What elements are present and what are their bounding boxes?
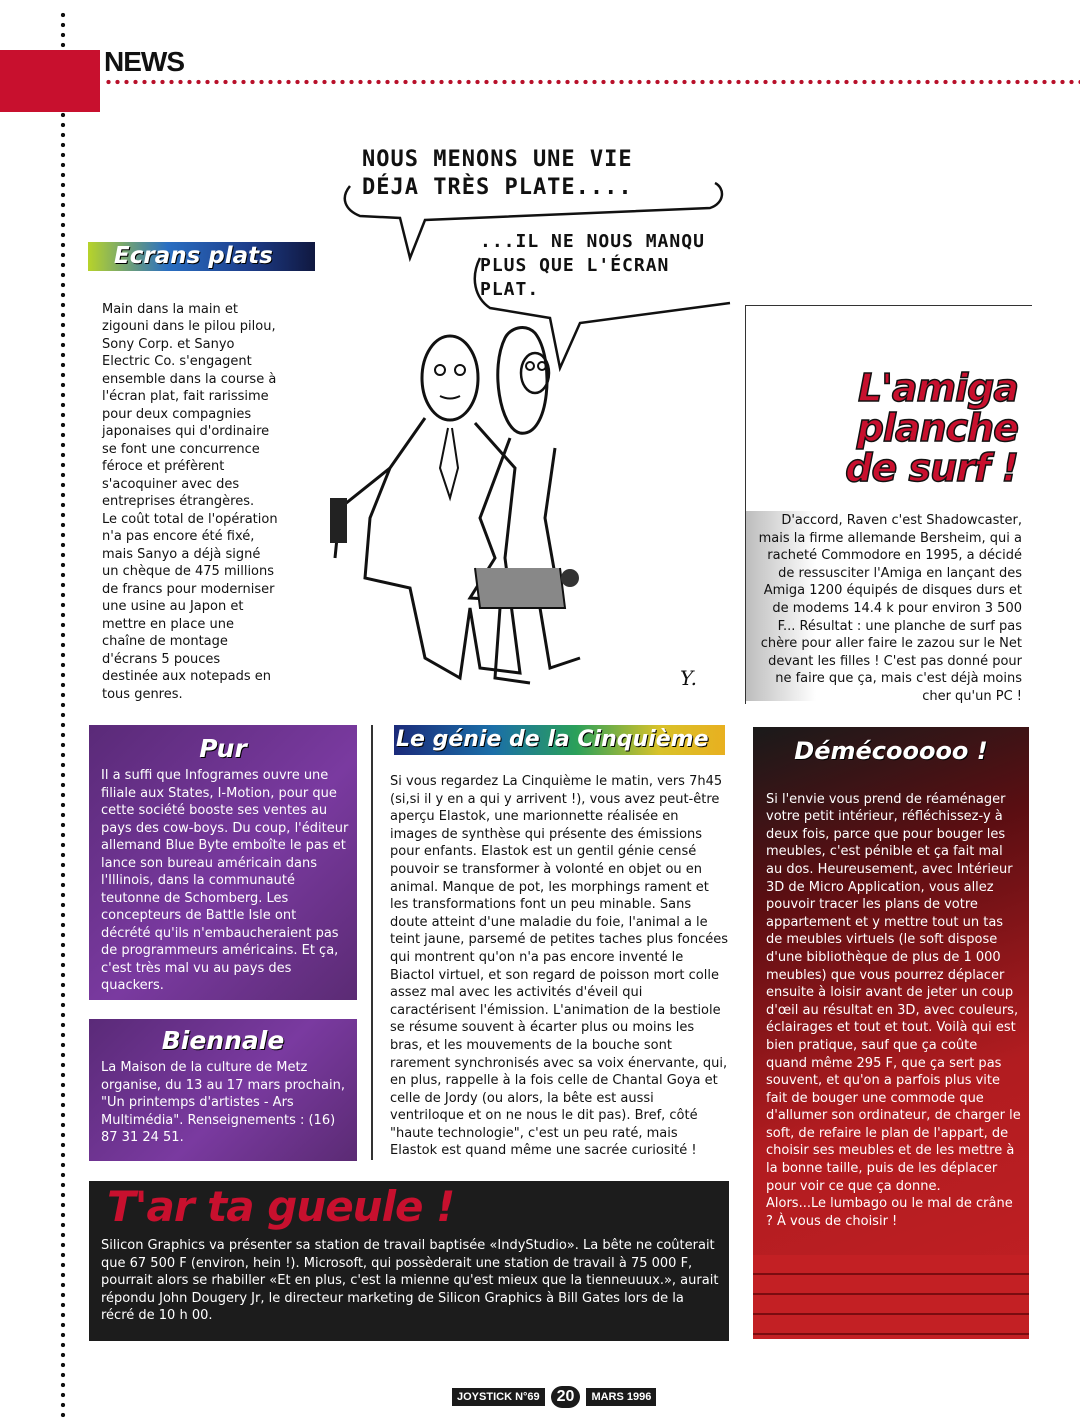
header-red-block	[0, 50, 100, 112]
amiga-body	[754, 512, 1022, 706]
ecrans-plats-title: Ecrans plats	[114, 243, 273, 269]
cinquieme-text: Si vous regardez La Cinquième le matin, vers 7h45 (si,si il y en a qui y arrivent !), vous avez peut-être aperçu Elastok, une marionnette réalisée en images de synthèse qui présente des émissions pour enfants. Elastok est un gentil génie censé pouvoir se transformer à volonté en objet ou en animal. Manque de pot, les morphings rament et les transformations font un peu minable. Sans doute atteint d'une maladie du foie, l'animal a le teint jaune, parsemé de petites taches plus foncées qui montrent qu'on n'a pas encore inventé le Biactol virtuel, et son regard de poisson mort colle assez mal avec les activités d'éveil qui caractérisent l'émission. L'animation de la bestiole se résume souvent à écarter plus ou moins les bras, et les mouvements de la bouche sont rarement synchronisés avec sa voix énervante, qui, en plus, rappelle à la fois celle de Chantal Goya et celle de Jordy (ou alors, la bête est aussi ventriloque et on ne nous le dit pas). Bref, côté "haute technologie", c'est un peu raté, mais Elastok est quand même une sacrée curiosité !	[390, 774, 729, 1159]
footer-date: MARS 1996	[586, 1388, 656, 1406]
tar-title: T'ar ta gueule !	[107, 1182, 455, 1231]
page-footer	[452, 1386, 656, 1408]
cinquieme-title: Le génie de la Cinquième	[396, 727, 709, 752]
demecoooo-box	[753, 727, 1029, 1339]
biennale-text: La Maison de la culture de Metz organise, du 13 au 17 mars prochain, "Un printemps d'artistes - Ars Multimédia". Renseignements : (16) 87 31 24 51.	[101, 1060, 345, 1145]
left-dot-border	[60, 10, 66, 1420]
demecoooo-text: Si l'envie vous prend de réaménager votre petit intérieur, réfléchissez-y à deux fois, parce que pour bouger les meubles, c'est pénible et ça fait mal au dos. Heureusement, avec Intérieur 3D de Micro Application, vous allez pouvoir tracer les plans de votre appartement et y mettre tout un tas de meubles virtuels (le soft dispose d'une bibliothèque de plus de 1 000 meubles) que vous pourrez déplacer ensuite à loisir avant de jeter un coup d'œil au résultat en 3D, avec couleurs, éclairages et tout et tout. Voilà qui est bien pratique, sauf que ça coûte quand même 295 F, que ça sert pas souvent, et qu'on a parfois plus vite fait de bouger une commode que d'allumer son ordinateur, de charger le soft, de refaire le plan de l'appart, de choisir ses meubles et de les mettre à la bonne taille, puis de les déplacer pour voir ce que ça donne. Alors...Le lumbago ou le mal de crâne ? À vous de choisir !	[766, 791, 1021, 1229]
ecrans-plats-text: Main dans la main et zigouni dans le pilou pilou, Sony Corp. et Sanyo Electric Co. s'engagent ensemble dans la course à l'écran plat, fait rarissime pour deux compagnies japonaises qui d'ordinaire se font une concurrence féroce et préfèrent s'acoquiner avec des entreprises étrangères. Le coût total de l'opération n'a pas encore été fixé, mais Sanyo a déjà signé un chèque de 475 millions de francs pour moderniser une usine au Japon et mettre en place une chaîne de montage d'écrans 5 pouces destinée aux notepads en tous genres.	[102, 301, 278, 702]
bubble-2-text: ...IL NE NOUS MANQU PLUS QUE L'ÉCRAN PLAT.	[480, 231, 705, 300]
tar-text: Silicon Graphics va présenter sa station de travail baptisée «IndyStudio». La bête ne coûterait que 67 500 F (environ, hein !). Microsoft, qui possèderait une station de travail à 75 000 F, pourrait alors se rhabiller «Et en plus, c'est la mienne qu'est mieux que la tienneuuux.», aurait répondu John Dougery Jr, le directeur marketing de Silicon Graphics à Bill Gates lors de la récré de 10 h 00.	[101, 1238, 719, 1324]
cartoon-drawing	[330, 138, 740, 698]
section-heading: NEWS	[104, 46, 184, 77]
pur-body	[101, 767, 349, 995]
ecrans-plats-body	[102, 283, 280, 721]
demecoooo-stripes	[753, 1255, 1029, 1339]
biennale-title: Biennale	[161, 1026, 285, 1055]
artist-signature: Y.	[680, 666, 697, 690]
tar-body	[101, 1237, 721, 1325]
amiga-title-line-2: planche	[856, 406, 1018, 450]
cinquieme-title-bar	[394, 725, 725, 755]
pur-title: Pur	[199, 734, 247, 763]
cinquieme-column-rule	[371, 725, 373, 1160]
biennale-body	[101, 1059, 349, 1147]
biennale-box	[89, 1019, 357, 1161]
tar-box	[89, 1181, 729, 1341]
amiga-box	[745, 305, 1032, 704]
amiga-title	[845, 368, 1018, 488]
footer-magazine: JOYSTICK N°69	[452, 1388, 545, 1406]
pur-box	[89, 725, 357, 1000]
demecoooo-body	[766, 773, 1022, 1248]
bubble-1-text: NOUS MENONS UNE VIE DÉJA TRÈS PLATE....	[362, 147, 633, 200]
ecrans-plats-title-bar	[88, 242, 315, 271]
amiga-title-line-3: de surf !	[845, 446, 1018, 490]
cartoon-illustration	[330, 138, 740, 698]
amiga-title-line-1: L'amiga	[858, 366, 1018, 410]
demecoooo-title: Démécooooo !	[794, 737, 988, 765]
pur-text: Il a suffi que Infogrames ouvre une filiale aux States, I-Motion, pour que cette société booste ses ventes au pays des cow-boys. Du coup, l'éditeur allemand Blue Byte emboîte le pas et lance son bureau américain dans l'Illinois, dans la communauté teutonne de Schomberg. Les concepteurs de Battle Isle ont décrété qu'ils n'embaucheraient pas de programmeurs américains. Et ça, c'est très mal vu au pays des quackers.	[101, 768, 349, 993]
cinquieme-body	[390, 773, 728, 1160]
footer-page-number: 20	[551, 1386, 581, 1408]
header-dot-rule	[104, 78, 1080, 86]
amiga-text: D'accord, Raven c'est Shadowcaster, mais la firme allemande Bersheim, qui a racheté Commodore en 1995, a décidé de ressusciter l'Amiga en lançant des Amiga 1200 équipés de disques durs et de modems 14.4 k pour environ 3 500 F... Résultat : une planche de surf pas chère pour aller faire le zazou sur le Net devant les filles ! C'est pas donné pour ne faire que ça, mais c'est déjà moins cher qu'un PC !	[758, 513, 1022, 704]
